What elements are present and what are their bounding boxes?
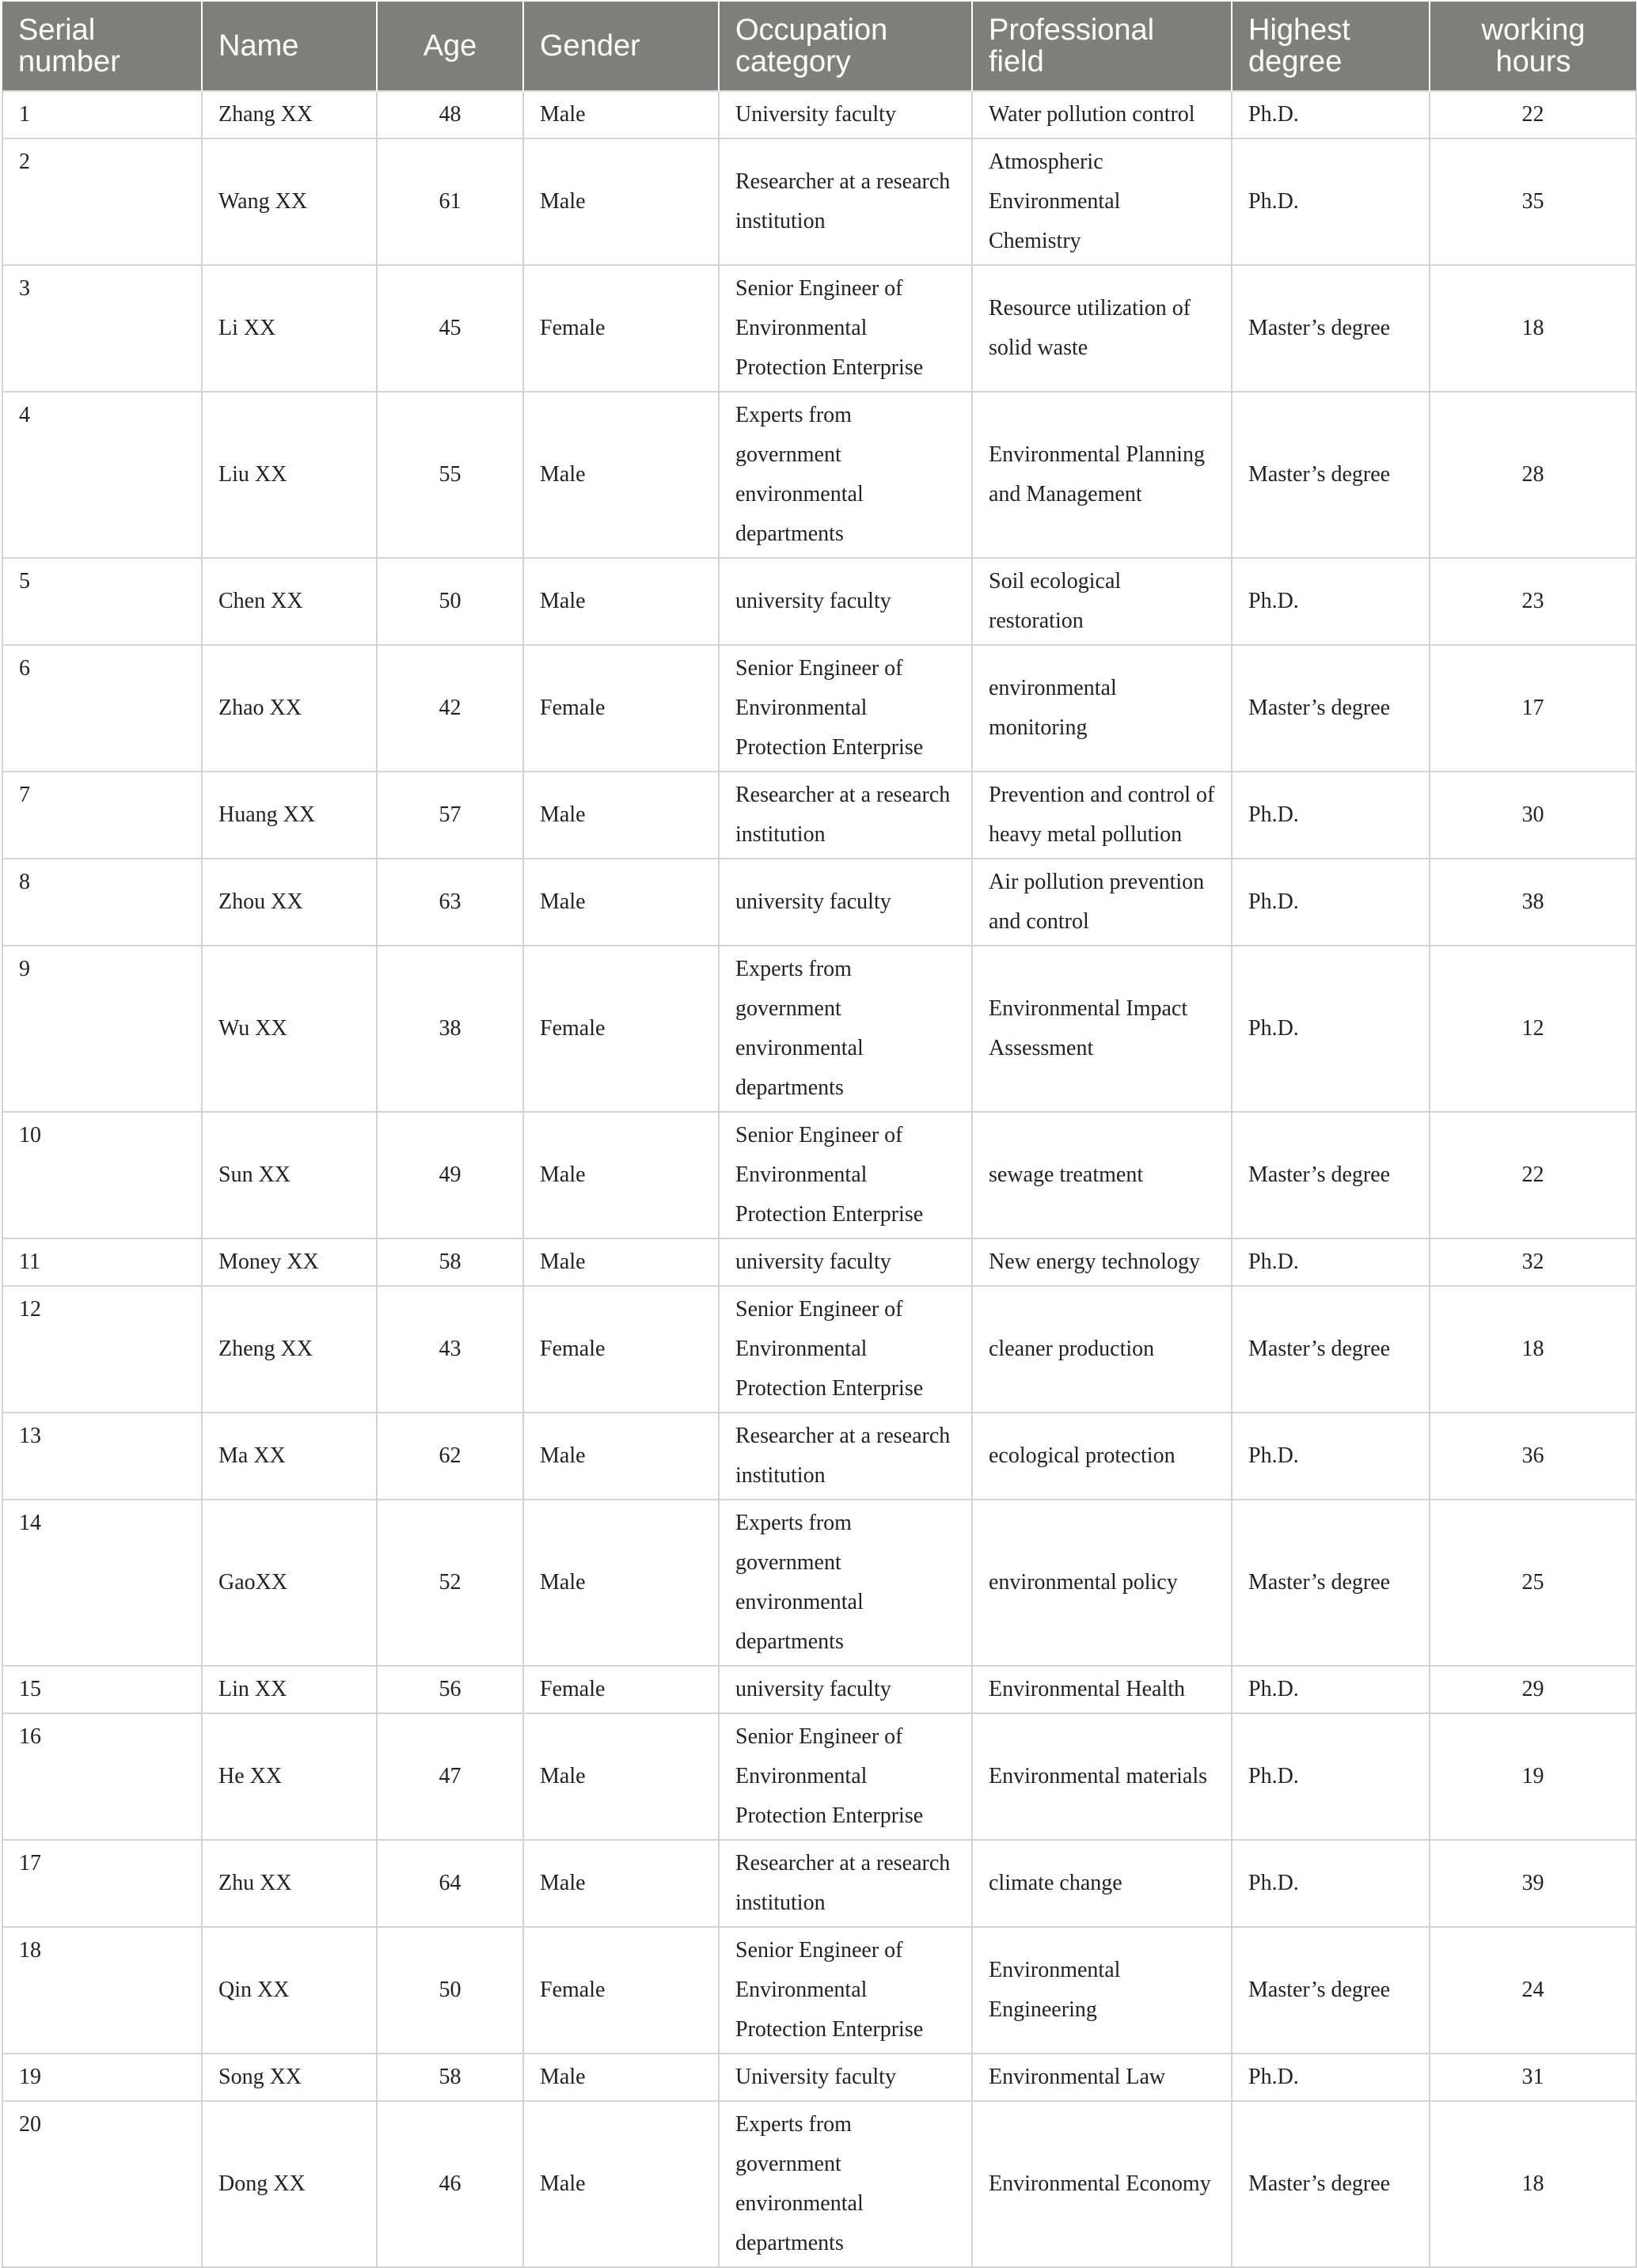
cell-occupation: university faculty xyxy=(719,859,972,946)
header-serial-number: Serial number xyxy=(2,2,202,91)
cell-serial: 5 xyxy=(2,558,202,645)
cell-field: Environmental materials xyxy=(972,1713,1232,1840)
cell-field: sewage treatment xyxy=(972,1112,1232,1238)
cell-age: 58 xyxy=(377,2054,523,2101)
cell-age: 49 xyxy=(377,1112,523,1238)
cell-serial: 16 xyxy=(2,1713,202,1840)
cell-name: Zheng XX xyxy=(202,1286,377,1413)
cell-gender: Female xyxy=(523,946,719,1112)
cell-occupation: university faculty xyxy=(719,1666,972,1713)
cell-age: 63 xyxy=(377,859,523,946)
cell-degree: Master’s degree xyxy=(1232,1500,1430,1666)
table-row xyxy=(2,265,1636,392)
cell-age: 56 xyxy=(377,1666,523,1713)
cell-degree: Master’s degree xyxy=(1232,1286,1430,1413)
cell-name: Zhu XX xyxy=(202,1840,377,1927)
cell-hours: 32 xyxy=(1430,1238,1636,1286)
cell-name: GaoXX xyxy=(202,1500,377,1666)
cell-name: Zhang XX xyxy=(202,91,377,138)
cell-name: Chen XX xyxy=(202,558,377,645)
cell-gender: Female xyxy=(523,1286,719,1413)
cell-age: 42 xyxy=(377,645,523,772)
cell-degree: Master’s degree xyxy=(1232,265,1430,392)
table-row xyxy=(2,772,1636,859)
expert-table xyxy=(2,2,1637,2268)
table-row xyxy=(2,1666,1636,1713)
cell-field: environmental policy xyxy=(972,1500,1232,1666)
cell-serial: 14 xyxy=(2,1500,202,1666)
cell-hours: 25 xyxy=(1430,1500,1636,1666)
cell-degree: Ph.D. xyxy=(1232,1840,1430,1927)
cell-occupation: Senior Engineer of Environmental Protection Enterprise xyxy=(719,1713,972,1840)
cell-occupation: Researcher at a research institution xyxy=(719,772,972,859)
cell-name: Zhao XX xyxy=(202,645,377,772)
cell-field: Environmental Law xyxy=(972,2054,1232,2101)
cell-serial: 17 xyxy=(2,1840,202,1927)
cell-serial: 6 xyxy=(2,645,202,772)
cell-hours: 22 xyxy=(1430,91,1636,138)
cell-occupation: Senior Engineer of Environmental Protection Enterprise xyxy=(719,1927,972,2054)
header-highest-degree: Highest degree xyxy=(1232,2,1430,91)
cell-gender: Male xyxy=(523,1413,719,1500)
table-row xyxy=(2,1286,1636,1413)
cell-gender: Male xyxy=(523,2054,719,2101)
header-name: Name xyxy=(202,2,377,91)
table-row xyxy=(2,1713,1636,1840)
cell-occupation: Experts from government environmental departments xyxy=(719,946,972,1112)
cell-degree: Ph.D. xyxy=(1232,772,1430,859)
cell-hours: 31 xyxy=(1430,2054,1636,2101)
cell-field: Prevention and control of heavy metal pollution xyxy=(972,772,1232,859)
table-row xyxy=(2,1927,1636,2054)
cell-field: Water pollution control xyxy=(972,91,1232,138)
cell-occupation: Researcher at a research institution xyxy=(719,1840,972,1927)
cell-hours: 38 xyxy=(1430,859,1636,946)
cell-name: Wu XX xyxy=(202,946,377,1112)
cell-name: Money XX xyxy=(202,1238,377,1286)
cell-name: Li XX xyxy=(202,265,377,392)
cell-hours: 18 xyxy=(1430,2101,1636,2267)
cell-gender: Male xyxy=(523,1840,719,1927)
cell-age: 38 xyxy=(377,946,523,1112)
table-row xyxy=(2,91,1636,138)
cell-occupation: Senior Engineer of Environmental Protection Enterprise xyxy=(719,265,972,392)
cell-age: 45 xyxy=(377,265,523,392)
table-row xyxy=(2,645,1636,772)
cell-degree: Ph.D. xyxy=(1232,859,1430,946)
cell-name: Wang XX xyxy=(202,138,377,265)
cell-degree: Ph.D. xyxy=(1232,558,1430,645)
cell-occupation: Senior Engineer of Environmental Protection Enterprise xyxy=(719,1112,972,1238)
cell-field: Soil ecological restoration xyxy=(972,558,1232,645)
table-row xyxy=(2,138,1636,265)
cell-gender: Male xyxy=(523,138,719,265)
table-row xyxy=(2,1500,1636,1666)
cell-field: climate change xyxy=(972,1840,1232,1927)
cell-hours: 22 xyxy=(1430,1112,1636,1238)
cell-field: Environmental Economy xyxy=(972,2101,1232,2267)
cell-degree: Master’s degree xyxy=(1232,1927,1430,2054)
cell-hours: 12 xyxy=(1430,946,1636,1112)
cell-gender: Male xyxy=(523,1500,719,1666)
cell-hours: 29 xyxy=(1430,1666,1636,1713)
cell-gender: Male xyxy=(523,91,719,138)
cell-age: 46 xyxy=(377,2101,523,2267)
cell-serial: 8 xyxy=(2,859,202,946)
cell-degree: Ph.D. xyxy=(1232,1413,1430,1500)
cell-hours: 36 xyxy=(1430,1413,1636,1500)
cell-field: environmental monitoring xyxy=(972,645,1232,772)
cell-age: 50 xyxy=(377,1927,523,2054)
cell-serial: 12 xyxy=(2,1286,202,1413)
cell-occupation: Senior Engineer of Environmental Protection Enterprise xyxy=(719,645,972,772)
table-row xyxy=(2,558,1636,645)
cell-age: 43 xyxy=(377,1286,523,1413)
cell-field: Environmental Impact Assessment xyxy=(972,946,1232,1112)
table-row xyxy=(2,859,1636,946)
cell-gender: Male xyxy=(523,1238,719,1286)
cell-gender: Male xyxy=(523,392,719,558)
cell-hours: 18 xyxy=(1430,1286,1636,1413)
table-row xyxy=(2,392,1636,558)
cell-age: 50 xyxy=(377,558,523,645)
table-row xyxy=(2,2054,1636,2101)
cell-occupation: Experts from government environmental departments xyxy=(719,1500,972,1666)
cell-hours: 28 xyxy=(1430,392,1636,558)
cell-age: 48 xyxy=(377,91,523,138)
cell-serial: 20 xyxy=(2,2101,202,2267)
cell-serial: 3 xyxy=(2,265,202,392)
cell-degree: Ph.D. xyxy=(1232,138,1430,265)
cell-degree: Master’s degree xyxy=(1232,392,1430,558)
cell-name: Ma XX xyxy=(202,1413,377,1500)
cell-serial: 7 xyxy=(2,772,202,859)
header-gender: Gender xyxy=(523,2,719,91)
table-row xyxy=(2,2101,1636,2267)
cell-hours: 39 xyxy=(1430,1840,1636,1927)
cell-hours: 24 xyxy=(1430,1927,1636,2054)
cell-name: He XX xyxy=(202,1713,377,1840)
cell-degree: Master’s degree xyxy=(1232,645,1430,772)
cell-hours: 18 xyxy=(1430,265,1636,392)
cell-serial: 13 xyxy=(2,1413,202,1500)
cell-serial: 10 xyxy=(2,1112,202,1238)
cell-name: Liu XX xyxy=(202,392,377,558)
cell-degree: Ph.D. xyxy=(1232,946,1430,1112)
table-row xyxy=(2,946,1636,1112)
cell-gender: Male xyxy=(523,1112,719,1238)
cell-hours: 23 xyxy=(1430,558,1636,645)
cell-gender: Female xyxy=(523,1927,719,2054)
cell-occupation: Experts from government environmental departments xyxy=(719,2101,972,2267)
cell-serial: 11 xyxy=(2,1238,202,1286)
header-occupation-category: Occupation category xyxy=(719,2,972,91)
cell-age: 62 xyxy=(377,1413,523,1500)
cell-gender: Female xyxy=(523,645,719,772)
cell-hours: 19 xyxy=(1430,1713,1636,1840)
cell-name: Dong XX xyxy=(202,2101,377,2267)
cell-age: 64 xyxy=(377,1840,523,1927)
cell-field: Atmospheric Environmental Chemistry xyxy=(972,138,1232,265)
cell-hours: 35 xyxy=(1430,138,1636,265)
cell-name: Zhou XX xyxy=(202,859,377,946)
table-row xyxy=(2,1112,1636,1238)
table-row xyxy=(2,1238,1636,1286)
header-professional-field: Professional field xyxy=(972,2,1232,91)
cell-name: Song XX xyxy=(202,2054,377,2101)
cell-field: Environmental Planning and Management xyxy=(972,392,1232,558)
cell-degree: Master’s degree xyxy=(1232,1112,1430,1238)
cell-name: Lin XX xyxy=(202,1666,377,1713)
cell-name: Huang XX xyxy=(202,772,377,859)
cell-occupation: Experts from government environmental departments xyxy=(719,392,972,558)
cell-gender: Male xyxy=(523,2101,719,2267)
cell-serial: 9 xyxy=(2,946,202,1112)
cell-gender: Female xyxy=(523,265,719,392)
cell-degree: Master’s degree xyxy=(1232,2101,1430,2267)
cell-serial: 1 xyxy=(2,91,202,138)
cell-field: Environmental Engineering xyxy=(972,1927,1232,2054)
cell-serial: 19 xyxy=(2,2054,202,2101)
cell-name: Qin XX xyxy=(202,1927,377,2054)
cell-field: Resource utilization of solid waste xyxy=(972,265,1232,392)
cell-serial: 4 xyxy=(2,392,202,558)
cell-field: cleaner production xyxy=(972,1286,1232,1413)
cell-degree: Ph.D. xyxy=(1232,91,1430,138)
header-row xyxy=(2,2,1636,91)
cell-field: ecological protection xyxy=(972,1413,1232,1500)
cell-hours: 17 xyxy=(1430,645,1636,772)
cell-name: Sun XX xyxy=(202,1112,377,1238)
cell-age: 61 xyxy=(377,138,523,265)
cell-occupation: Researcher at a research institution xyxy=(719,1413,972,1500)
cell-occupation: university faculty xyxy=(719,1238,972,1286)
cell-occupation: Researcher at a research institution xyxy=(719,138,972,265)
cell-occupation: University faculty xyxy=(719,91,972,138)
cell-occupation: university faculty xyxy=(719,558,972,645)
cell-age: 47 xyxy=(377,1713,523,1840)
cell-degree: Ph.D. xyxy=(1232,1713,1430,1840)
cell-field: New energy technology xyxy=(972,1238,1232,1286)
cell-gender: Male xyxy=(523,558,719,645)
cell-gender: Female xyxy=(523,1666,719,1713)
cell-serial: 2 xyxy=(2,138,202,265)
cell-degree: Ph.D. xyxy=(1232,1666,1430,1713)
cell-serial: 18 xyxy=(2,1927,202,2054)
cell-occupation: University faculty xyxy=(719,2054,972,2101)
cell-gender: Male xyxy=(523,772,719,859)
cell-gender: Male xyxy=(523,859,719,946)
header-working-hours: working hours xyxy=(1430,2,1636,91)
cell-field: Air pollution prevention and control xyxy=(972,859,1232,946)
cell-serial: 15 xyxy=(2,1666,202,1713)
cell-degree: Ph.D. xyxy=(1232,2054,1430,2101)
table-row xyxy=(2,1840,1636,1927)
cell-age: 55 xyxy=(377,392,523,558)
cell-age: 58 xyxy=(377,1238,523,1286)
table-row xyxy=(2,1413,1636,1500)
cell-hours: 30 xyxy=(1430,772,1636,859)
header-age: Age xyxy=(377,2,523,91)
cell-age: 57 xyxy=(377,772,523,859)
cell-field: Environmental Health xyxy=(972,1666,1232,1713)
cell-occupation: Senior Engineer of Environmental Protection Enterprise xyxy=(719,1286,972,1413)
cell-gender: Male xyxy=(523,1713,719,1840)
cell-degree: Ph.D. xyxy=(1232,1238,1430,1286)
cell-age: 52 xyxy=(377,1500,523,1666)
